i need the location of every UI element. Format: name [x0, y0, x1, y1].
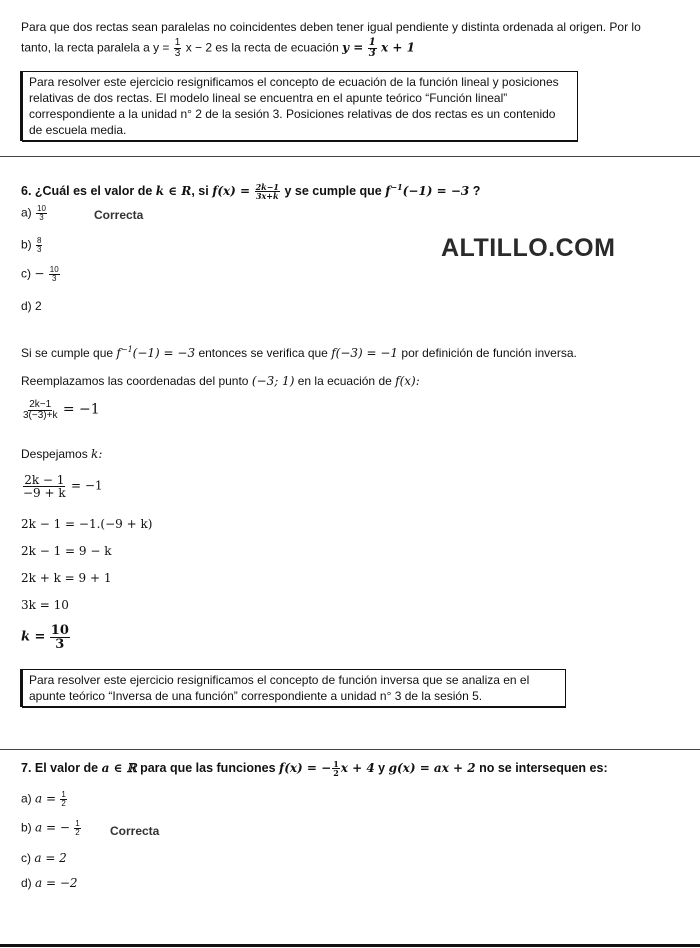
- q7-option-d[interactable]: d) a = −2: [21, 876, 78, 890]
- q7-option-c[interactable]: c) a = 2: [21, 851, 67, 865]
- intro-note-text: Para resolver este ejercicio resignificamos el concepto de ecuación de la función lineal y posiciones relativas de dos rectas. El modelo lineal se encuentra en el apunte teórico “Función lineal” correspondiente a la unidad n° 2 de la sesión 3. Posiciones relativas de dos rectas es un contenido de escuela media.: [29, 75, 559, 137]
- section-divider-1: [0, 156, 700, 157]
- q6-step-3: 2k − 1 = −1.(−9 + k): [21, 517, 153, 531]
- q6-result: k = $\frac{10}{3}$: [21, 623, 69, 652]
- q6-note-box: [22, 669, 566, 707]
- intro-line-1: Para que dos rectas sean paralelas no coincidentes deben tener igual pendiente y distinta ordenada al origen. Por lo: [21, 20, 641, 34]
- intro-line-2: tanto, la recta paralela a y = $\frac{1}{3}$ x − 2 es la recta de ecuación y = $\frac{1}{3}$ x + 1: [21, 37, 415, 59]
- q6-solution-line-2: Reemplazamos las coordenadas del punto (−3; 1) en la ecuación de f(x):: [21, 374, 420, 388]
- q6-step-2: $\frac{2k - 1}{-9 + k}$ = −1: [23, 473, 103, 500]
- q6-step-5: 2k + k = 9 + 1: [21, 571, 112, 585]
- q6-correct-label: Correcta: [94, 208, 144, 222]
- q6-step-1: $\frac{2k-1}{3(-3)+k}$ = −1: [23, 399, 100, 421]
- bottom-divider: [0, 944, 700, 947]
- q7-title: 7. El valor de a ∈ ℝ para que las funciones f(x) = − $\frac{1}{2}$ x + 4 y g(x) = ax + 2 no se intersequen es:: [21, 759, 608, 778]
- intro-note-box: [22, 71, 578, 141]
- q6-option-c[interactable]: c) − $\frac{10}{3}$: [21, 265, 59, 283]
- q6-title: 6. ¿Cuál es el valor de k ∈ R, si f(x) = $\frac{2k-1}{3x+k}$ y se cumple que $f^{-1}(-1) = -3$ ?: [21, 182, 481, 202]
- q6-note-text: Para resolver este ejercicio resignificamos el concepto de función inversa que se analiza en el apunte teórico “Inversa de una función” correspondiente a unidad n° 3 de la sesión 5.: [29, 673, 530, 703]
- watermark-logo: ALTILLO.COM: [441, 234, 616, 262]
- section-divider-2: [0, 749, 700, 750]
- q6-option-d[interactable]: d) 2: [21, 299, 42, 313]
- q7-correct-label: Correcta: [110, 824, 160, 838]
- q7-option-b[interactable]: b) a = − $\frac{1}{2}$: [21, 819, 80, 837]
- q6-step-6: 3k = 10: [21, 598, 69, 612]
- q6-option-a[interactable]: a) $\frac{10}{3}$: [21, 204, 46, 222]
- q6-solution-line-1: Si se cumple que $f^{-1}(-1) = -3$ entonces se verifica que f(−3) = −1 por definición de función inversa.: [21, 345, 577, 360]
- q6-option-b[interactable]: b) $\frac{8}{3}$: [21, 236, 42, 254]
- q6-despejamos: Despejamos k:: [21, 447, 103, 461]
- q6-step-4: 2k − 1 = 9 − k: [21, 544, 112, 558]
- q7-option-a[interactable]: a) a = $\frac{1}{2}$: [21, 790, 66, 808]
